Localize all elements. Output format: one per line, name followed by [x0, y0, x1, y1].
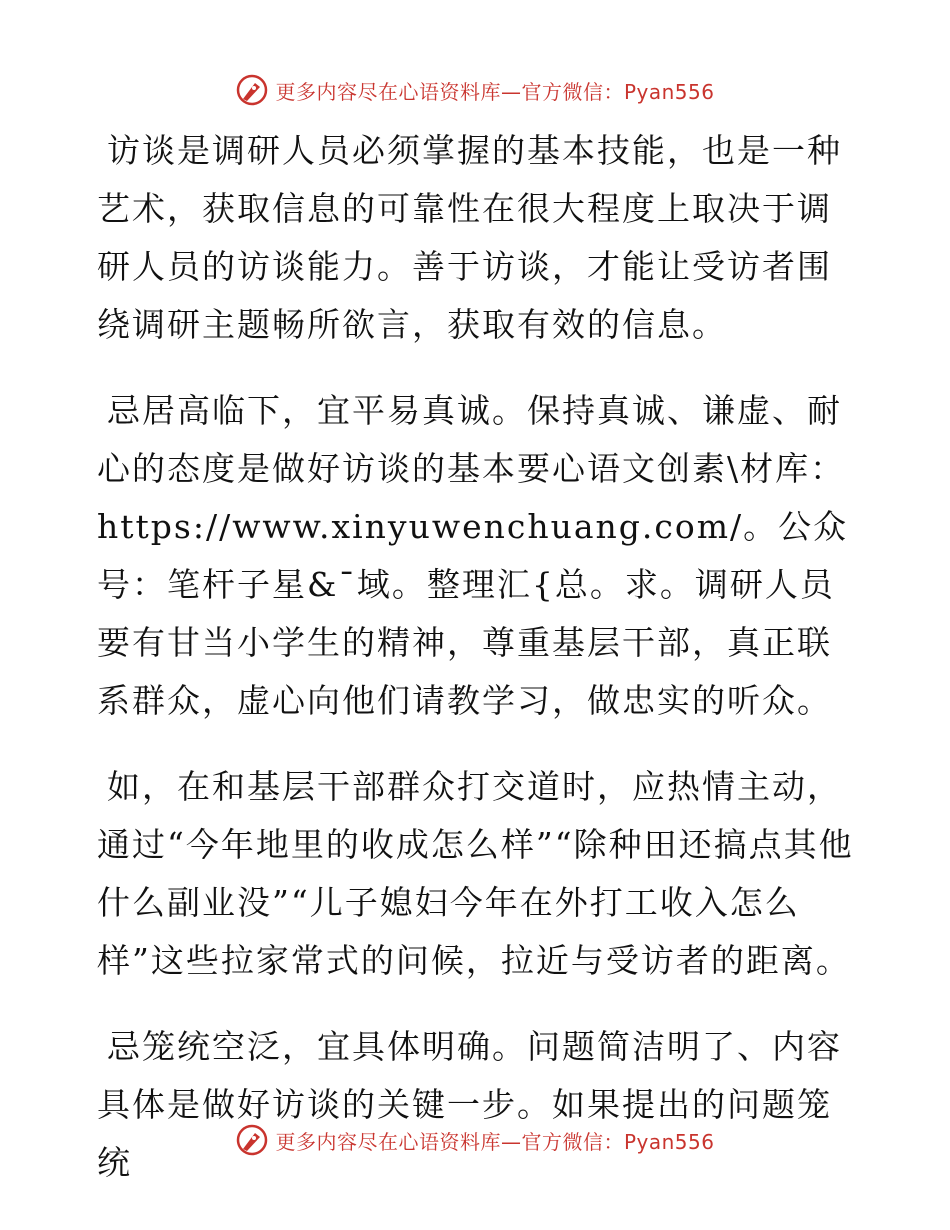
footer-watermark — [0, 1120, 950, 1160]
paragraph-1: 访谈是调研人员必须掌握的基本技能，也是一种艺术，获取信息的可靠性在很大程度上取决于调研人员的访谈能力。善于访谈，才能让受访者围绕调研主题畅所欲言，获取有效的信息。 — [97, 131, 842, 344]
document-body — [97, 122, 857, 1220]
paragraph-2: 忌居高临下，宜平易真诚。保持真诚、谦虚、耐心的态度是做好访谈的基本要心语文创素\材库：https://www.xinyuwenchuang.com/。公众号：笔杆子星&¯域。整理汇{总。求。调研人员要有甘当小学生的精神，尊重基层干部，真正联系群众，虚心向他们请教学习，做忠实的听众。 — [97, 391, 849, 720]
paragraph-4: 忌笼统空泛，宜具体明确。问题简洁明了、内容具体是做好访谈的关键一步。如果提出的问题笼统 — [97, 1027, 842, 1182]
watermark-text: 更多内容尽在心语资料库—官方微信：Pyan556 — [275, 79, 715, 104]
header-watermark — [0, 70, 950, 110]
paragraph-3: 如，在和基层干部群众打交道时，应热情主动，通过“今年地里的收成怎么样”“除种田还搞点其他什么副业没”“儿子媳妇今年在外打工收入怎么样”这些拉家常式的问候，拉近与受访者的距离。 — [97, 767, 854, 980]
pen-nib-logo-icon — [235, 73, 269, 107]
watermark-text: 更多内容尽在心语资料库—官方微信：Pyan556 — [275, 1129, 715, 1154]
pen-nib-logo-icon — [235, 1123, 269, 1157]
